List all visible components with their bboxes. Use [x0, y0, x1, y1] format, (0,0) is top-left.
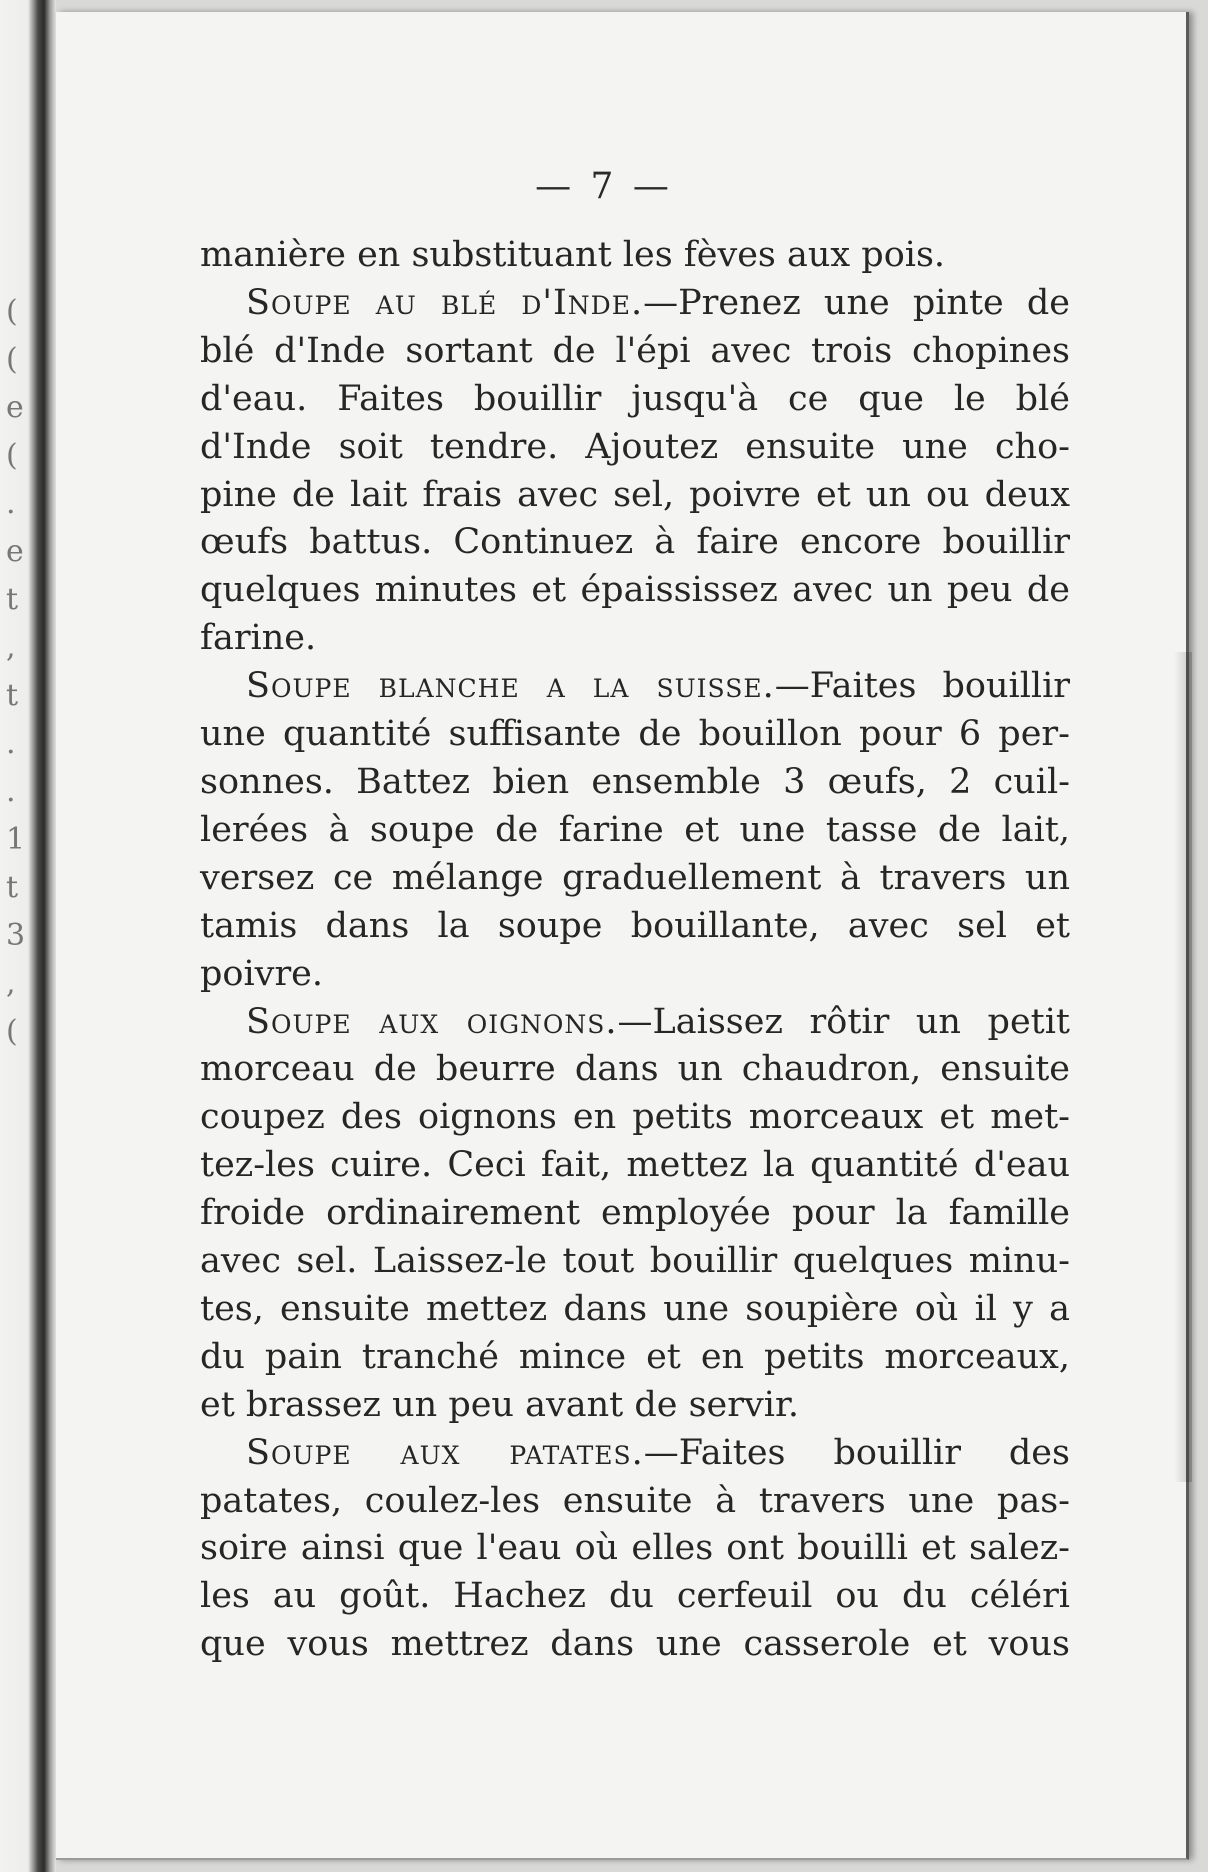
text-line: tez-les cuire. Ceci fait, mettez la quantité d'eau	[200, 1145, 1070, 1186]
text-line: patates, coulez-les ensuite à travers une pas-	[200, 1480, 1070, 1521]
text-line: farine.	[200, 618, 317, 659]
text-line: tamis dans la soupe bouillante, avec sel et	[200, 905, 1070, 946]
recipe-heading-ble-d-inde: Soupe au blé d'Inde.	[246, 282, 644, 323]
text-line: avec sel. Laissez-le tout bouillir quelques minu-	[200, 1241, 1070, 1282]
page-number: — 7 —	[535, 166, 673, 207]
text-line: poivre.	[200, 953, 324, 994]
text-line: sonnes. Battez bien ensemble 3 œufs, 2 cuil-	[200, 761, 1070, 802]
recipe-first-line: Soupe aux oignons.—Laissez rôtir un petit	[246, 1001, 1070, 1042]
text-line: quelques minutes et épaississez avec un peu de	[200, 570, 1070, 611]
adjacent-page-edge-marks: ( ( e ( . e t , t . . 1 t 3 , (	[6, 294, 26, 1049]
text-line: une quantité suffisante de bouillon pour 6 per-	[200, 714, 1070, 755]
text-line: tes, ensuite mettez dans une soupière où il y a	[200, 1288, 1070, 1329]
page-body-text	[200, 232, 1070, 1669]
recipe-first-line: Soupe au blé d'Inde.—Prenez une pinte de	[246, 282, 1070, 323]
text-line: que vous mettrez dans une casserole et vous	[200, 1624, 1070, 1665]
text-line: et brassez un peu avant de servir.	[200, 1384, 799, 1425]
text-line: d'eau. Faites bouillir jusqu'à ce que le blé	[200, 378, 1070, 419]
recipe-heading-patates: Soupe aux patates.	[246, 1432, 644, 1473]
recipe-heading-blanche-suisse: Soupe blanche a la suisse.	[246, 666, 775, 707]
page-fold-shadow	[1174, 652, 1192, 1482]
text-line: lerées à soupe de farine et une tasse de lait,	[200, 809, 1070, 850]
text-line: pine de lait frais avec sel, poivre et un ou deux	[200, 474, 1070, 515]
recipe-first-line: Soupe blanche a la suisse.—Faites bouillir	[246, 666, 1071, 707]
text-line: du pain tranché mince et en petits morceaux,	[200, 1336, 1070, 1377]
text-line: blé d'Inde sortant de l'épi avec trois chopines	[200, 330, 1070, 371]
text-line: soire ainsi que l'eau où elles ont bouilli et salez-	[200, 1528, 1070, 1569]
recipe-first-line: Soupe aux patates.—Faites bouillir des	[246, 1432, 1070, 1473]
text-line: d'Inde soit tendre. Ajoutez ensuite une cho-	[200, 426, 1070, 467]
text-line: œufs battus. Continuez à faire encore bouillir	[200, 522, 1070, 563]
text-line: morceau de beurre dans un chaudron, ensuite	[200, 1049, 1070, 1090]
text-line: manière en substituant les fèves aux pois.	[200, 235, 946, 275]
text-line: les au goût. Hachez du cerfeuil ou du céléri	[200, 1576, 1070, 1617]
text-line: versez ce mélange graduellement à travers un	[200, 857, 1070, 898]
recipe-heading-oignons: Soupe aux oignons.	[246, 1001, 618, 1042]
text-line: froide ordinairement employée pour la famille	[200, 1193, 1070, 1234]
text-line: coupez des oignons en petits morceaux et met-	[200, 1097, 1070, 1138]
